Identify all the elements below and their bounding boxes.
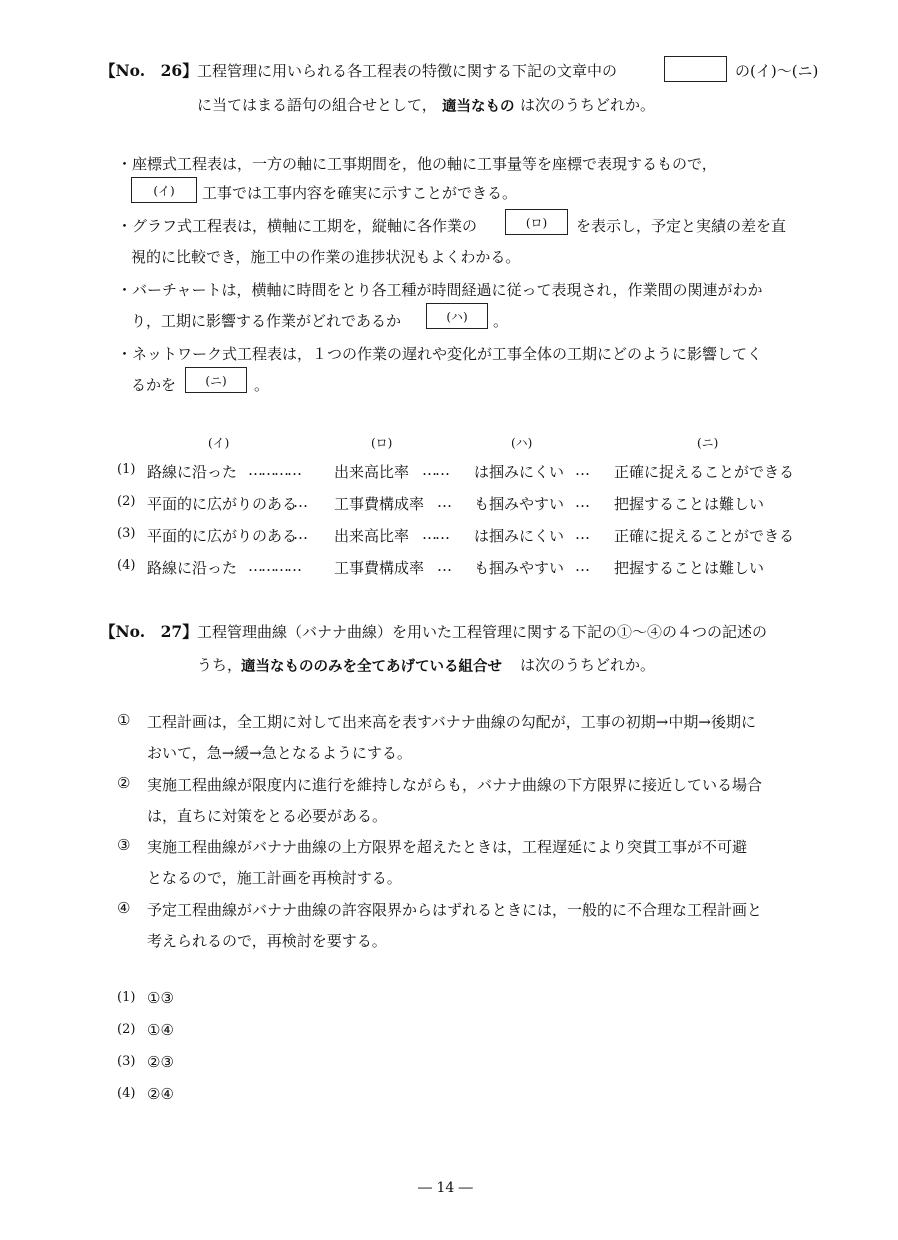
statement-line: ・座標式工程表は，一方の軸に工事期間を，他の軸に工事量等を座標で表現するもので， <box>117 155 717 173</box>
statement-mark: ① <box>117 711 131 729</box>
choice-number: (1) <box>117 990 136 1005</box>
statement-line: ・バーチャートは，横軸に時間をとり各工種が時間経過に従って表現され，作業間の関連がわか <box>117 281 763 299</box>
emphasis-text: 適当なもののみを全てあげている組合せ <box>241 659 502 675</box>
statement-line: 。 <box>254 376 270 394</box>
choice-cell: 出来高比率 <box>334 527 410 545</box>
blank-box: (ニ) <box>185 367 247 393</box>
statement-line: おいて，急→緩→急となるようにする。 <box>147 744 412 762</box>
choice-cell: 把握することは難しい <box>614 559 765 577</box>
question-text: は次のうちどれか。 <box>520 656 656 674</box>
choice-number: (3) <box>117 526 136 541</box>
leader-dots: … <box>437 557 452 575</box>
statement-line: るかを <box>131 376 177 394</box>
leader-dots: …… <box>422 461 448 479</box>
choice-cell: は掴みにくい <box>474 527 565 545</box>
question-number: 【No. 26】 <box>100 61 198 80</box>
statement-line: 実施工程曲線が限度内に進行を維持しながらも，バナナ曲線の下方限界に接近している場合 <box>147 776 763 794</box>
blank-box: (ロ) <box>505 209 568 235</box>
choice-cell: は掴みにくい <box>474 463 565 481</box>
choice-value: ②④ <box>147 1085 174 1103</box>
column-header: (ハ) <box>511 436 533 450</box>
choice-cell: 把握することは難しい <box>614 495 765 513</box>
choice-number: (2) <box>117 494 136 509</box>
leader-dots: ………… <box>248 557 300 575</box>
choice-cell: 路線に沿った <box>147 559 238 577</box>
page-number: ― 14 ― <box>418 1180 473 1196</box>
leader-dots: … <box>575 493 590 511</box>
statement-line: り，工期に影響する作業がどれであるか <box>131 312 402 330</box>
emphasis-text: 適当なもの <box>442 99 515 115</box>
statement-line: ・ネットワーク式工程表は，１つの作業の遅れや変化が工事全体の工期にどのように影響してく <box>117 345 763 363</box>
column-header: (ロ) <box>371 436 393 450</box>
leader-dots: … <box>293 525 308 543</box>
statement-line: 。 <box>493 312 509 330</box>
statement-mark: ③ <box>117 836 131 854</box>
question-number: 【No. 27】 <box>100 622 198 641</box>
question-text: は次のうちどれか。 <box>520 96 656 114</box>
statement-line: 工程計画は，全工期に対して出来高を表すバナナ曲線の勾配が，工事の初期→中期→後期に <box>147 713 756 731</box>
choice-number: (4) <box>117 558 136 573</box>
choice-cell: も掴みやすい <box>474 559 565 577</box>
statement-line: を表示し，予定と実績の差を直 <box>576 217 787 235</box>
leader-dots: ………… <box>248 461 300 479</box>
statement-line: 視的に比較でき，施工中の作業の進捗状況もよくわかる。 <box>131 248 521 266</box>
choice-cell: 平面的に広がりのある <box>147 527 298 545</box>
column-header: (イ) <box>208 436 230 450</box>
choice-number: (1) <box>117 462 136 477</box>
leader-dots: … <box>575 557 590 575</box>
question-text: うち， <box>197 656 243 674</box>
statement-line: 考えられるので，再検討を要する。 <box>147 932 387 950</box>
choice-value: ①④ <box>147 1021 174 1039</box>
choice-cell: 路線に沿った <box>147 463 238 481</box>
statement-mark: ② <box>117 774 131 792</box>
choice-number: (2) <box>117 1022 136 1037</box>
choice-cell: 工事費構成率 <box>334 559 425 577</box>
choice-number: (3) <box>117 1054 136 1069</box>
leader-dots: … <box>293 493 308 511</box>
choice-value: ①③ <box>147 989 174 1007</box>
statement-line: 工事では工事内容を確実に示すことができる。 <box>202 184 518 202</box>
blank-box: (ハ) <box>426 303 488 329</box>
choice-cell: 平面的に広がりのある <box>147 495 298 513</box>
blank-box: (イ) <box>131 177 197 203</box>
column-header: (ニ) <box>697 436 719 450</box>
statement-mark: ④ <box>117 899 131 917</box>
leader-dots: …… <box>422 525 448 543</box>
choice-cell: も掴みやすい <box>474 495 565 513</box>
blank-box <box>664 56 727 82</box>
question-text: 工程管理曲線（バナナ曲線）を用いた工程管理に関する下記の①〜④の４つの記述の <box>197 623 768 641</box>
question-text: の(イ)〜(ニ) <box>735 62 819 80</box>
choice-value: ②③ <box>147 1053 174 1071</box>
choice-cell: 出来高比率 <box>334 463 410 481</box>
leader-dots: … <box>437 493 452 511</box>
leader-dots: … <box>575 461 588 479</box>
statement-line: 予定工程曲線がバナナ曲線の許容限界からはずれるときには，一般的に不合理な工程計画と <box>147 901 763 919</box>
choice-number: (4) <box>117 1086 136 1101</box>
choice-cell: 工事費構成率 <box>334 495 425 513</box>
statement-line: ・グラフ式工程表は，横軸に工期を，縦軸に各作業の <box>117 217 478 235</box>
question-text: 工程管理に用いられる各工程表の特徴に関する下記の文章中の <box>197 62 618 80</box>
question-text: に当てはまる語句の組合せとして， <box>197 96 437 114</box>
choice-cell: 正確に捉えることができる <box>614 463 795 481</box>
statement-line: 実施工程曲線がバナナ曲線の上方限界を超えたときは，工程遅延により突貫工事が不可避 <box>147 838 748 856</box>
leader-dots: … <box>575 525 590 543</box>
choice-cell: 正確に捉えることができる <box>614 527 795 545</box>
statement-line: は，直ちに対策をとる必要がある。 <box>147 807 388 825</box>
statement-line: となるので，施工計画を再検討する。 <box>147 869 402 887</box>
